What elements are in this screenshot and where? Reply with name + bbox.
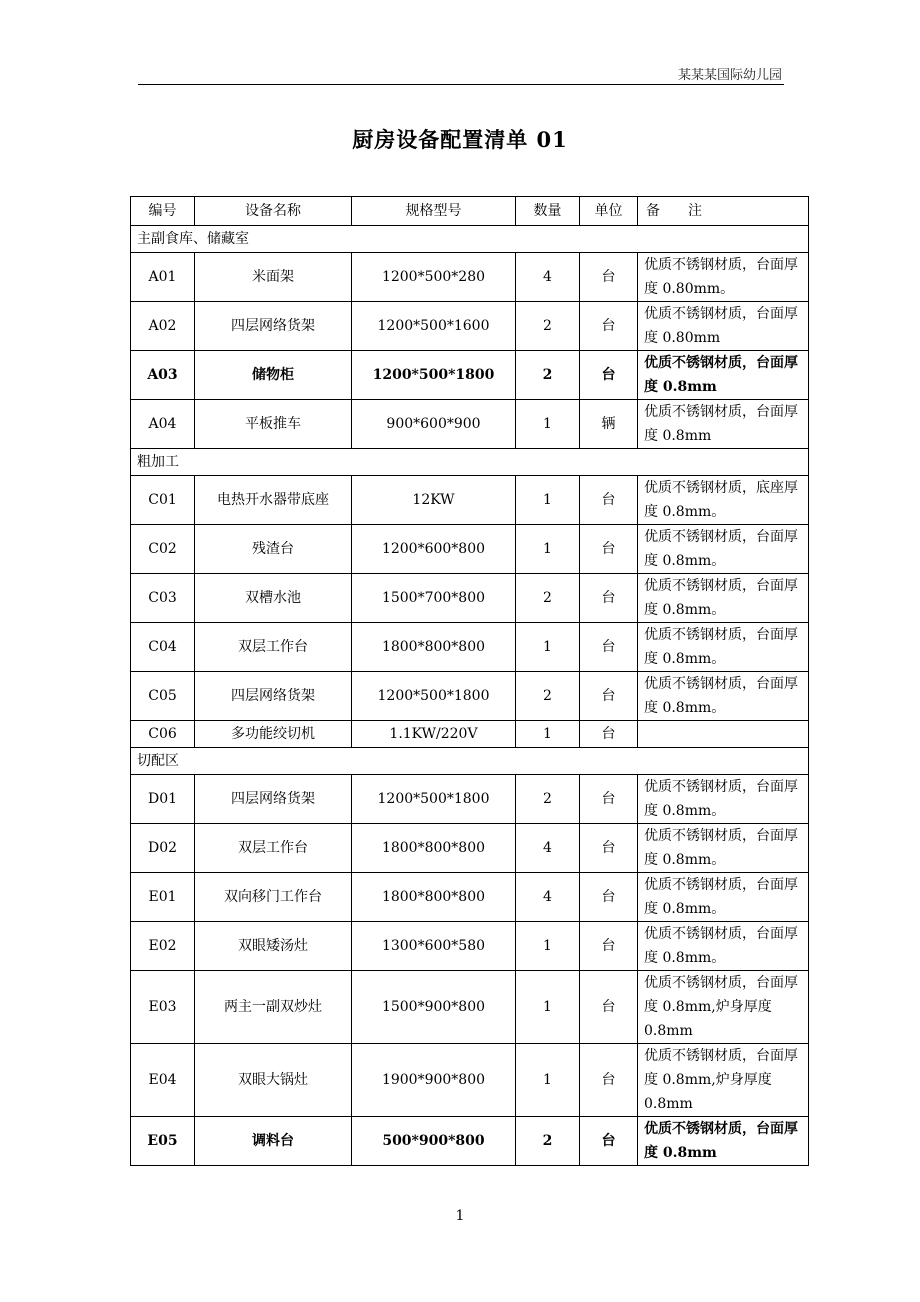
table-row: [131, 351, 809, 400]
section-title: 切配区: [131, 748, 809, 775]
cell-remark: 优质不锈钢材质，台面厚度 0.8mm。: [638, 672, 809, 721]
cell-unit: 台: [580, 476, 638, 525]
cell-qty: 4: [516, 873, 580, 922]
cell-code: D01: [131, 775, 195, 824]
cell-code: A01: [131, 253, 195, 302]
cell-spec: 1500*700*800: [352, 574, 516, 623]
cell-remark: 优质不锈钢材质，台面厚度 0.8mm,炉身厚度 0.8mm: [638, 1044, 809, 1117]
cell-code: E04: [131, 1044, 195, 1117]
table-row: [131, 873, 809, 922]
cell-unit: 台: [580, 525, 638, 574]
cell-remark: 优质不锈钢材质，台面厚度 0.8mm: [638, 1117, 809, 1166]
cell-code: C03: [131, 574, 195, 623]
cell-qty: 2: [516, 1117, 580, 1166]
cell-unit: 台: [580, 253, 638, 302]
table-row: [131, 400, 809, 449]
col-header-code: 编号: [131, 197, 195, 226]
col-header-unit: 单位: [580, 197, 638, 226]
cell-spec: 1200*500*1800: [352, 672, 516, 721]
cell-spec: 1500*900*800: [352, 971, 516, 1044]
cell-code: C04: [131, 623, 195, 672]
cell-spec: 500*900*800: [352, 1117, 516, 1166]
cell-spec: 1800*800*800: [352, 873, 516, 922]
cell-spec: 12KW: [352, 476, 516, 525]
section-row: [131, 748, 809, 775]
table-row: [131, 623, 809, 672]
cell-name: 双层工作台: [195, 623, 352, 672]
table-row: [131, 1117, 809, 1166]
cell-code: A04: [131, 400, 195, 449]
cell-name: 双眼矮汤灶: [195, 922, 352, 971]
cell-qty: 1: [516, 525, 580, 574]
cell-unit: 台: [580, 824, 638, 873]
cell-name: 米面架: [195, 253, 352, 302]
cell-name: 多功能绞切机: [195, 721, 352, 748]
equipment-table: [130, 196, 809, 1166]
cell-code: A02: [131, 302, 195, 351]
cell-name: 四层网络货架: [195, 302, 352, 351]
table-row: [131, 253, 809, 302]
table-row: [131, 302, 809, 351]
cell-qty: 4: [516, 824, 580, 873]
table-body: [131, 226, 809, 1166]
cell-name: 平板推车: [195, 400, 352, 449]
table-row: [131, 672, 809, 721]
cell-code: D02: [131, 824, 195, 873]
cell-remark: 优质不锈钢材质，底座厚度 0.8mm。: [638, 476, 809, 525]
cell-spec: 1900*900*800: [352, 1044, 516, 1117]
cell-spec: 1300*600*580: [352, 922, 516, 971]
table-row: [131, 775, 809, 824]
cell-qty: 1: [516, 623, 580, 672]
cell-name: 双层工作台: [195, 824, 352, 873]
col-header-qty: 数量: [516, 197, 580, 226]
cell-qty: 2: [516, 574, 580, 623]
cell-remark: [638, 721, 809, 748]
section-title: 粗加工: [131, 449, 809, 476]
cell-spec: 1800*800*800: [352, 623, 516, 672]
cell-qty: 2: [516, 351, 580, 400]
cell-unit: 台: [580, 672, 638, 721]
section-title: 主副食库、储藏室: [131, 226, 809, 253]
col-header-remark: 备 注: [638, 197, 809, 226]
cell-unit: 辆: [580, 400, 638, 449]
cell-code: C02: [131, 525, 195, 574]
cell-name: 两主一副双炒灶: [195, 971, 352, 1044]
cell-remark: 优质不锈钢材质，台面厚度 0.8mm。: [638, 922, 809, 971]
cell-qty: 1: [516, 971, 580, 1044]
table-row: [131, 1044, 809, 1117]
cell-code: E03: [131, 971, 195, 1044]
cell-unit: 台: [580, 721, 638, 748]
cell-name: 双向移门工作台: [195, 873, 352, 922]
cell-remark: 优质不锈钢材质，台面厚度 0.8mm。: [638, 775, 809, 824]
cell-name: 四层网络货架: [195, 775, 352, 824]
cell-qty: 1: [516, 400, 580, 449]
cell-qty: 2: [516, 672, 580, 721]
cell-spec: 1200*500*1600: [352, 302, 516, 351]
col-header-spec: 规格型号: [352, 197, 516, 226]
cell-remark: 优质不锈钢材质，台面厚度 0.80mm。: [638, 253, 809, 302]
cell-spec: 1200*600*800: [352, 525, 516, 574]
cell-spec: 1800*800*800: [352, 824, 516, 873]
cell-remark: 优质不锈钢材质，台面厚度 0.8mm。: [638, 574, 809, 623]
cell-remark: 优质不锈钢材质，台面厚度 0.8mm。: [638, 525, 809, 574]
cell-remark: 优质不锈钢材质，台面厚度 0.8mm。: [638, 623, 809, 672]
cell-name: 调料台: [195, 1117, 352, 1166]
cell-spec: 1200*500*280: [352, 253, 516, 302]
cell-code: E01: [131, 873, 195, 922]
cell-remark: 优质不锈钢材质，台面厚度 0.8mm: [638, 351, 809, 400]
table-row: [131, 574, 809, 623]
cell-code: C05: [131, 672, 195, 721]
cell-unit: 台: [580, 302, 638, 351]
cell-remark: 优质不锈钢材质，台面厚度 0.8mm。: [638, 824, 809, 873]
table-row: [131, 824, 809, 873]
cell-qty: 1: [516, 721, 580, 748]
cell-spec: 1200*500*1800: [352, 351, 516, 400]
cell-unit: 台: [580, 574, 638, 623]
cell-spec: 1200*500*1800: [352, 775, 516, 824]
header-organization: 某某某国际幼儿园: [677, 68, 782, 83]
cell-remark: 优质不锈钢材质，台面厚度 0.8mm,炉身厚度 0.8mm: [638, 971, 809, 1044]
section-row: [131, 226, 809, 253]
header-rule: [138, 84, 784, 85]
cell-code: C06: [131, 721, 195, 748]
table-row: [131, 971, 809, 1044]
table-row: [131, 721, 809, 748]
cell-remark: 优质不锈钢材质，台面厚度 0.8mm。: [638, 873, 809, 922]
cell-code: E02: [131, 922, 195, 971]
cell-qty: 1: [516, 922, 580, 971]
table-header-row: [131, 197, 809, 226]
cell-unit: 台: [580, 351, 638, 400]
table-row: [131, 476, 809, 525]
cell-qty: 1: [516, 476, 580, 525]
table-row: [131, 525, 809, 574]
table-row: [131, 922, 809, 971]
cell-qty: 4: [516, 253, 580, 302]
cell-code: A03: [131, 351, 195, 400]
cell-name: 四层网络货架: [195, 672, 352, 721]
cell-code: E05: [131, 1117, 195, 1166]
cell-unit: 台: [580, 1117, 638, 1166]
cell-qty: 2: [516, 775, 580, 824]
cell-spec: 1.1KW/220V: [352, 721, 516, 748]
cell-spec: 900*600*900: [352, 400, 516, 449]
document-title: 厨房设备配置清单 01: [352, 127, 568, 152]
section-row: [131, 449, 809, 476]
cell-code: C01: [131, 476, 195, 525]
cell-unit: 台: [580, 971, 638, 1044]
cell-name: 双眼大锅灶: [195, 1044, 352, 1117]
col-header-name: 设备名称: [195, 197, 352, 226]
cell-name: 双槽水池: [195, 574, 352, 623]
cell-unit: 台: [580, 922, 638, 971]
cell-name: 储物柜: [195, 351, 352, 400]
cell-remark: 优质不锈钢材质，台面厚度 0.80mm: [638, 302, 809, 351]
cell-unit: 台: [580, 873, 638, 922]
cell-name: 电热开水器带底座: [195, 476, 352, 525]
cell-qty: 2: [516, 302, 580, 351]
cell-name: 残渣台: [195, 525, 352, 574]
cell-unit: 台: [580, 775, 638, 824]
cell-unit: 台: [580, 623, 638, 672]
cell-qty: 1: [516, 1044, 580, 1117]
cell-remark: 优质不锈钢材质，台面厚度 0.8mm: [638, 400, 809, 449]
cell-unit: 台: [580, 1044, 638, 1117]
page-number: 1: [455, 1208, 465, 1224]
